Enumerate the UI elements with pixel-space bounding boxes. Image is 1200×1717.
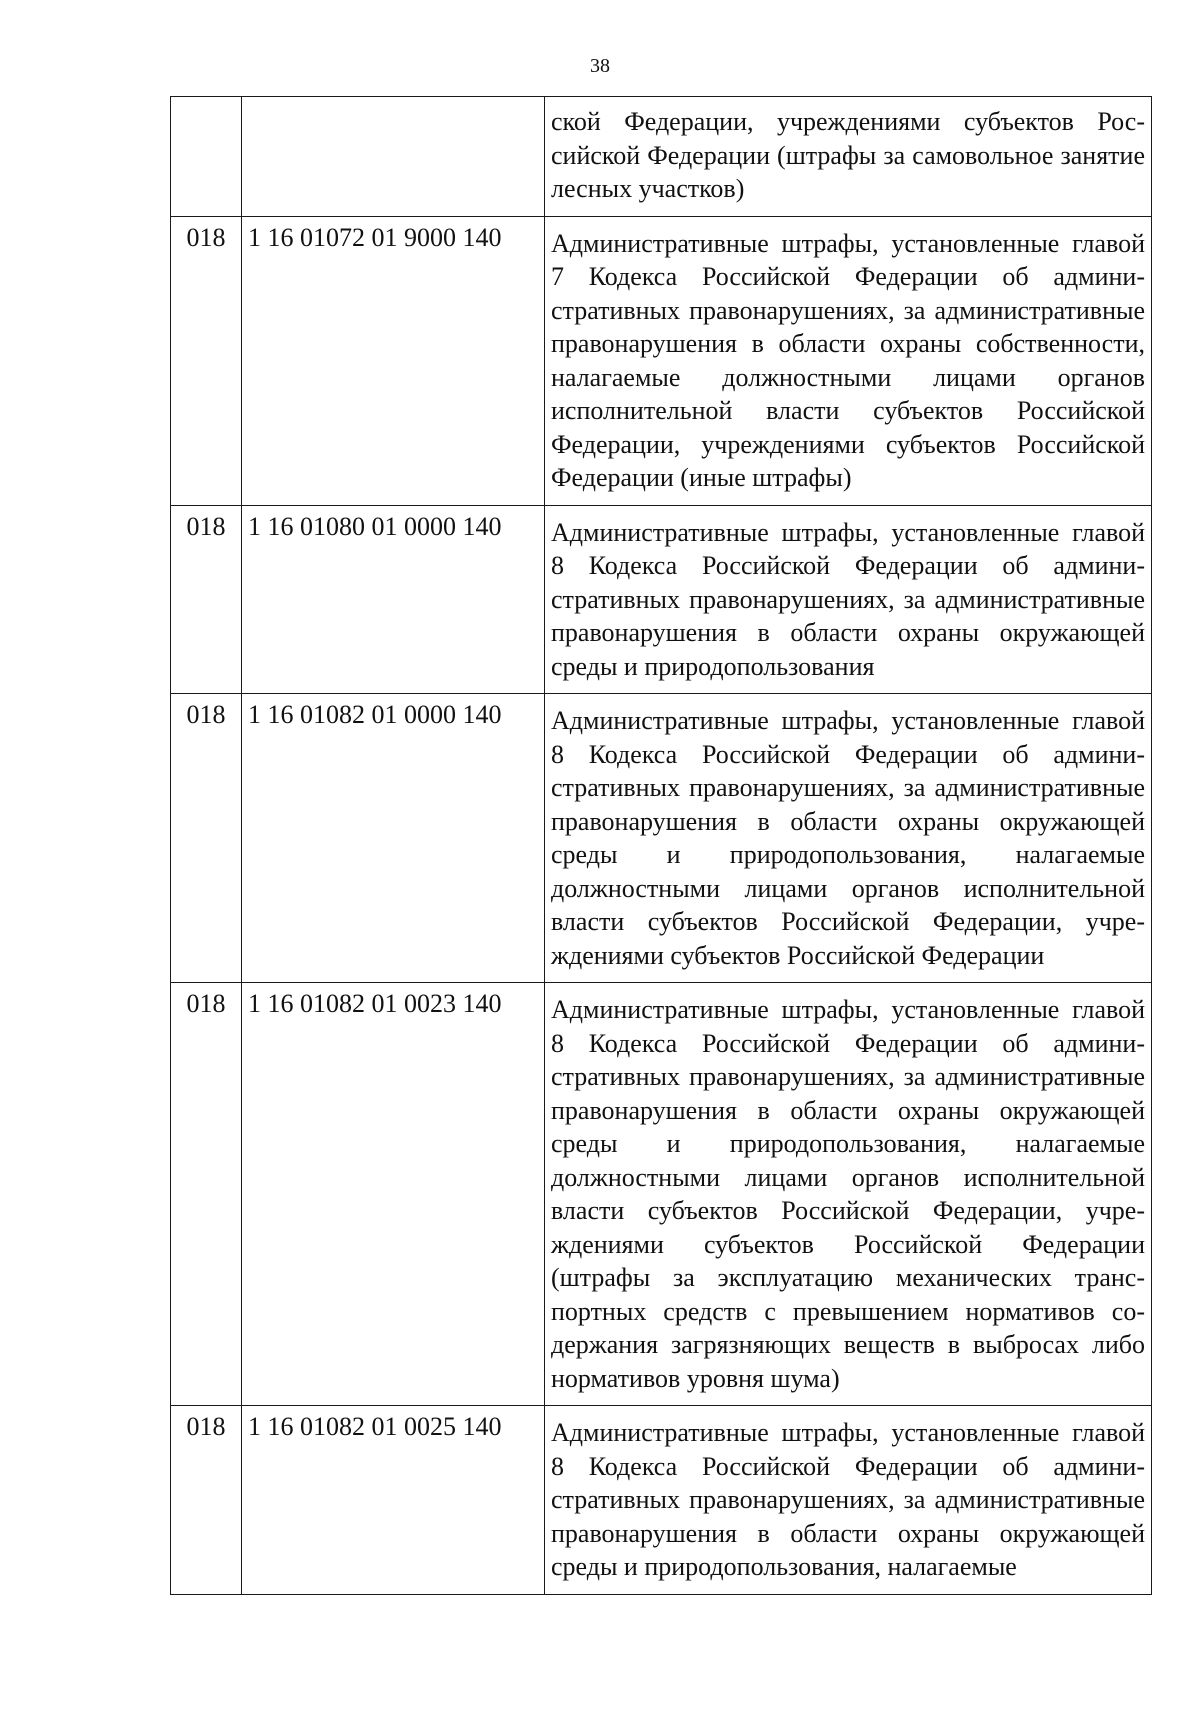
revenue-name-cell: Административные штрафы, установленные главой 8 Кодекса Российской Федерации об административных правонарушениях, за административные правонарушения в области охраны окружающей среды и природопользования <box>545 505 1152 694</box>
revenue-name-cell: Административные штрафы, установленные главой 8 Кодекса Российской Федерации об административных правонарушениях, за административные правонарушения в области охраны окружающей среды и природопользования, налагаемые должностными лицами органов исполнительной власти субъектов Российской Федерации, учреждениями субъектов Российской Федерации <box>545 694 1152 983</box>
table-row <box>171 505 1152 694</box>
admin-code-cell: 018 <box>171 216 242 505</box>
revenue-code-cell: 1 16 01082 01 0000 140 <box>242 694 545 983</box>
table-row <box>171 216 1152 505</box>
revenue-code-cell: 1 16 01082 01 0025 140 <box>242 1406 545 1595</box>
admin-code-cell: 018 <box>171 1406 242 1595</box>
table-row <box>171 983 1152 1406</box>
page-number: 38 <box>590 55 610 77</box>
budget-codes-table <box>170 96 1152 1595</box>
table-row <box>171 1406 1152 1595</box>
table-row <box>171 97 1152 217</box>
admin-code-cell: 018 <box>171 694 242 983</box>
revenue-code-cell: 1 16 01082 01 0023 140 <box>242 983 545 1406</box>
admin-code-cell: 018 <box>171 983 242 1406</box>
table-row <box>171 694 1152 983</box>
revenue-name-cell: Административные штрафы, установленные главой 8 Кодекса Российской Федерации об административных правонарушениях, за административные правонарушения в области охраны окружающей среды и природопользования, налагаемые должностными лицами органов исполнительной власти субъектов Российской Федерации, учреждениями субъектов Российской Федерации (штрафы за эксплуатацию механических транспортных средств с превышением нормативов содержания загрязняющих веществ в выбросах либо нормативов уровня шума) <box>545 983 1152 1406</box>
admin-code-cell: 018 <box>171 505 242 694</box>
revenue-code-cell: 1 16 01080 01 0000 140 <box>242 505 545 694</box>
revenue-name-cell: Административные штрафы, установленные главой 8 Кодекса Российской Федерации об административных правонарушениях, за административные правонарушения в области охраны окружающей среды и природопользования, налагаемые <box>545 1406 1152 1595</box>
revenue-name-cell: ской Федерации, учреждениями субъектов Российской Федерации (штрафы за самовольное занятие лесных участков) <box>545 97 1152 217</box>
admin-code-cell <box>171 97 242 217</box>
revenue-code-cell: 1 16 01072 01 9000 140 <box>242 216 545 505</box>
revenue-code-cell <box>242 97 545 217</box>
revenue-name-cell: Административные штрафы, установленные главой 7 Кодекса Российской Федерации об административных правонарушениях, за административные правонарушения в области охраны собственности, налагаемые должностными лицами органов исполнительной власти субъектов Российской Федерации, учреждениями субъектов Российской Федерации (иные штрафы) <box>545 216 1152 505</box>
